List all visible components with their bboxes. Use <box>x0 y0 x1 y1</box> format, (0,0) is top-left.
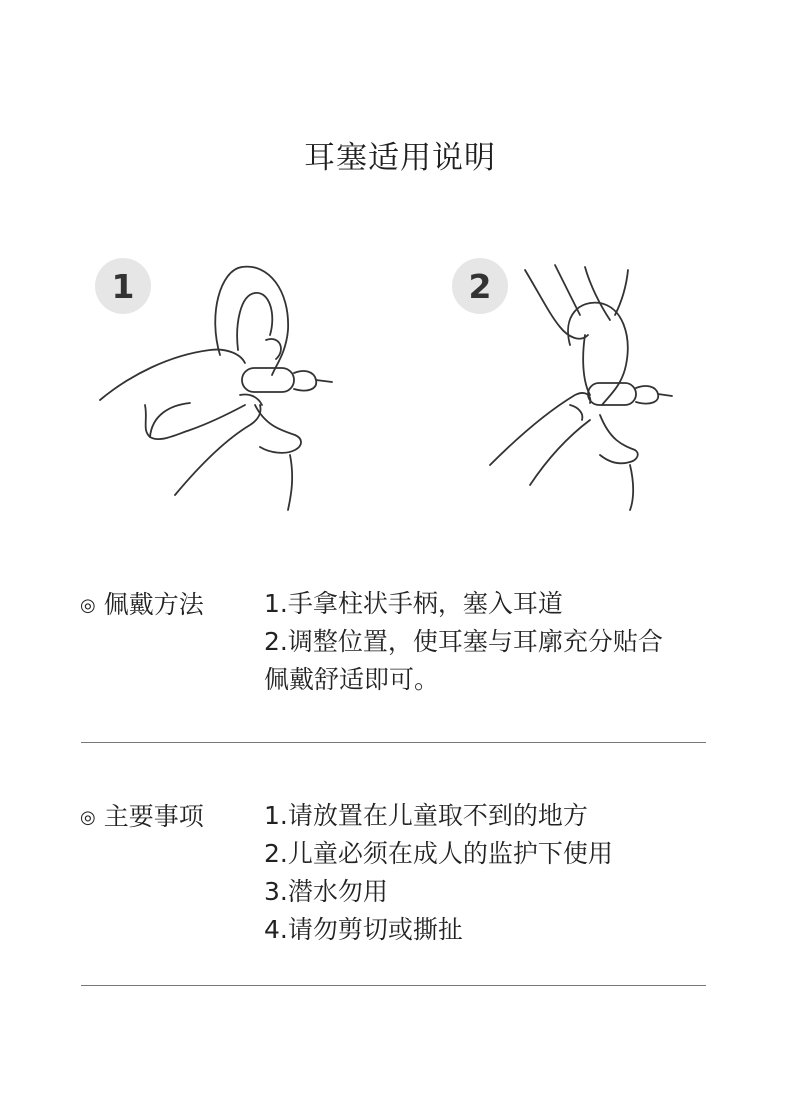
bullseye-icon: ◎ <box>80 807 96 828</box>
list-item: 2.调整位置，使耳塞与耳廓充分贴合 <box>264 627 663 656</box>
wearing-method-title: 佩戴方法 <box>103 590 204 619</box>
section-divider <box>81 742 706 743</box>
step-2-illustration <box>450 255 690 515</box>
bullseye-icon: ◎ <box>80 595 96 616</box>
notes-title: 主要事项 <box>103 802 204 831</box>
step-1-illustration <box>90 255 340 515</box>
list-item: 4.请勿剪切或撕扯 <box>264 915 463 944</box>
ear-insert-drawing <box>90 255 340 515</box>
notes-list <box>264 797 724 949</box>
list-item: 1.手拿柱状手柄，塞入耳道 <box>264 589 563 618</box>
wearing-method-heading <box>80 585 204 621</box>
step-number-1: 1 <box>111 267 135 306</box>
list-item: 佩戴舒适即可。 <box>264 665 440 694</box>
list-item: 2.儿童必须在成人的监护下使用 <box>264 839 613 868</box>
notes-heading <box>80 797 204 833</box>
page-title: 耳塞适用说明 <box>304 140 496 176</box>
section-divider <box>81 985 706 986</box>
list-item: 1.请放置在儿童取不到的地方 <box>264 801 588 830</box>
wearing-method-list <box>264 585 724 699</box>
ear-adjust-drawing <box>450 255 690 515</box>
list-item: 3.潜水勿用 <box>264 877 388 906</box>
step-number-2: 2 <box>468 267 492 306</box>
